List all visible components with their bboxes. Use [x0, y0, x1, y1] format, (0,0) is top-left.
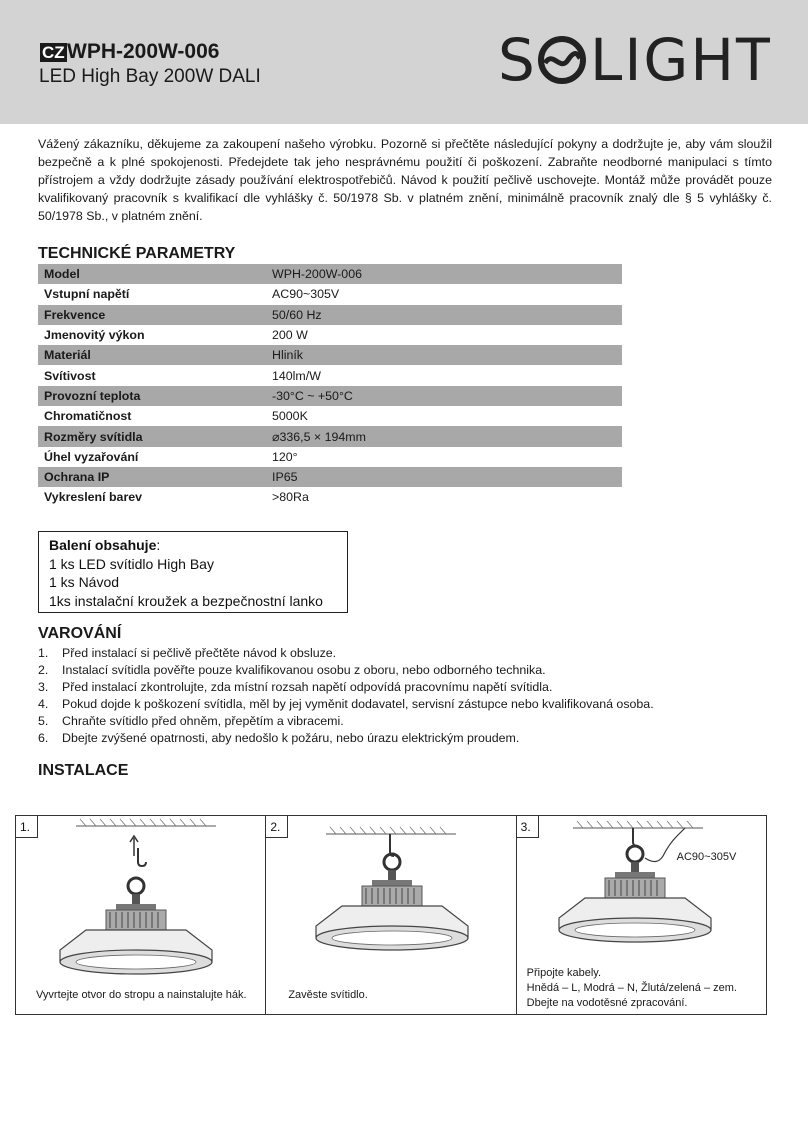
specs-table	[38, 264, 622, 508]
warning-number: 2.	[38, 663, 49, 677]
spec-value: 140lm/W	[272, 368, 321, 383]
step-number: 2.	[266, 816, 288, 838]
spec-key: Materiál	[38, 345, 266, 365]
package-title: Balení obsahuje	[49, 537, 157, 553]
warning-number: 1.	[38, 646, 49, 660]
warning-text: Před instalací si pečlivě přečtěte návod k obsluze.	[62, 646, 337, 660]
spec-key: Vykreslení barev	[44, 490, 143, 505]
spec-key: Jmenovitý výkon	[44, 328, 145, 343]
warning-item	[38, 679, 654, 696]
model-title: WPH-200W-006	[67, 40, 220, 63]
spec-value: 120°	[272, 449, 298, 464]
warning-text: Dbejte zvýšené opatrnosti, aby nedošlo k požáru, nebo úrazu elektrickým proudem.	[62, 731, 520, 745]
spec-key: Provozní teplota	[38, 386, 266, 406]
spec-value: AC90~305V	[272, 287, 340, 302]
warning-item	[38, 713, 654, 730]
svg-text:S: S	[498, 26, 537, 94]
installation-steps	[15, 815, 767, 1015]
warning-item	[38, 645, 654, 662]
spec-key: Ochrana IP	[38, 467, 266, 487]
spec-value: ⌀336,5 × 194mm	[266, 426, 622, 446]
specs-heading: TECHNICKÉ PARAMETRY	[38, 245, 236, 262]
step-caption: Vyvrtejte otvor do stropu a nainstalujte hák.	[36, 989, 247, 1001]
warning-number: 5.	[38, 714, 49, 728]
product-subtitle: LED High Bay 200W DALI	[39, 66, 261, 87]
spec-row	[38, 284, 622, 304]
step-1-illustration	[16, 816, 256, 1014]
spec-value: WPH-200W-006	[266, 264, 622, 284]
spec-row	[38, 325, 622, 345]
warning-text: Chraňte svítidlo před ohněm, přepětím a vibracemi.	[62, 714, 344, 728]
spec-value: 5000K	[272, 409, 308, 424]
spec-key: Svítivost	[44, 368, 96, 383]
spec-row	[38, 386, 622, 406]
spec-value: IP65	[266, 467, 622, 487]
spec-row	[38, 467, 622, 487]
package-item: 1 ks LED svítidlo High Bay	[49, 555, 214, 572]
intro-paragraph: Vážený zákazníku, děkujeme za zakoupení našeho výrobku. Pozorně si přečtěte následující pokyny a dodržujte je, aby vám sloužil bezpečně a k plné spokojenosti. Předejdete tak jeho nesprávnému použití či poškození. Zabraňte neodborné manipulaci s tímto přístrojem a vždy dodržujte zásady používání elektrospotřebičů. Návod k použití pečlivě uschovejte. Montáž může provádět pouze kvalifikovaný pracovník s kvalifikací dle vyhlášky č. 50/1978 Sb. v platném znění, minimálně pracovník znalý dle § 5 vyhlášky č. 50/1978 Sb., v platném znění.	[38, 137, 772, 223]
warning-item	[38, 662, 654, 679]
package-item: 1 ks Návod	[49, 574, 120, 590]
spec-key: Rozměry svítidla	[38, 426, 266, 446]
warning-item	[38, 730, 654, 747]
install-step-2	[266, 816, 516, 1014]
spec-value: 200 W	[272, 328, 308, 343]
warning-number: 6.	[38, 731, 49, 745]
install-step-1	[16, 816, 266, 1014]
spec-row	[38, 365, 622, 385]
step-caption: Zavěste svítidlo.	[288, 989, 368, 1001]
package-item: 1ks instalační kroužek a bezpečnostní lanko	[49, 592, 323, 609]
warning-number: 4.	[38, 697, 49, 711]
spec-row	[38, 447, 622, 467]
warning-text: Pokud dojde k poškození svítidla, měl by jej vyměnit dodavatel, servisní zástupce nebo kvalifikovaná osoba.	[62, 697, 654, 711]
voltage-label: AC90~305V	[676, 851, 737, 863]
spec-key: Chromatičnost	[44, 409, 132, 424]
install-step-3	[517, 816, 766, 1014]
warning-text: Instalací svítidla pověřte pouze kvalifikovanou osobu z oboru, nebo odborného technika.	[62, 663, 546, 677]
warning-text: Před instalací zkontrolujte, zda místní rozsah napětí odpovídá pracovnímu napětí svítidla.	[62, 680, 553, 694]
spec-row	[38, 345, 622, 365]
spec-value: Hliník	[266, 345, 622, 365]
spec-value: >80Ra	[272, 490, 309, 505]
step-number: 3.	[517, 816, 539, 838]
step-number: 1.	[16, 816, 38, 838]
spec-row	[38, 264, 622, 284]
solight-logo	[498, 20, 770, 96]
step-caption: Připojte kabely.	[526, 967, 602, 979]
spec-value: -30°C ~ +50°C	[266, 386, 622, 406]
warnings-list	[38, 645, 654, 747]
spec-row	[38, 406, 622, 426]
spec-row	[38, 487, 622, 507]
header-banner	[0, 0, 808, 124]
warning-item	[38, 696, 654, 713]
step-2-illustration	[266, 816, 506, 1014]
spec-row	[38, 426, 622, 446]
step-caption: Dbejte na vodotěsné zpracování.	[526, 997, 688, 1009]
spec-key: Úhel vyzařování	[44, 449, 139, 464]
package-contents-box: Balení obsahuje: 1 ks LED svítidlo High Bay 1 ks Návod 1ks instalační kroužek a bezpečnostní lanko	[38, 531, 348, 613]
spec-key: Frekvence	[38, 305, 266, 325]
warning-number: 3.	[38, 680, 49, 694]
installation-heading: INSTALACE	[38, 762, 129, 779]
language-badge: CZ	[42, 43, 65, 62]
spec-key: Vstupní napětí	[44, 287, 130, 302]
spec-key: Model	[38, 264, 266, 284]
step-caption: Hnědá – L, Modrá – N, Žlutá/zelená – zem.	[526, 982, 737, 994]
warnings-heading: VAROVÁNÍ	[38, 625, 122, 642]
svg-text:LIGHT: LIGHT	[590, 26, 770, 94]
spec-value: 50/60 Hz	[266, 305, 622, 325]
spec-row	[38, 305, 622, 325]
